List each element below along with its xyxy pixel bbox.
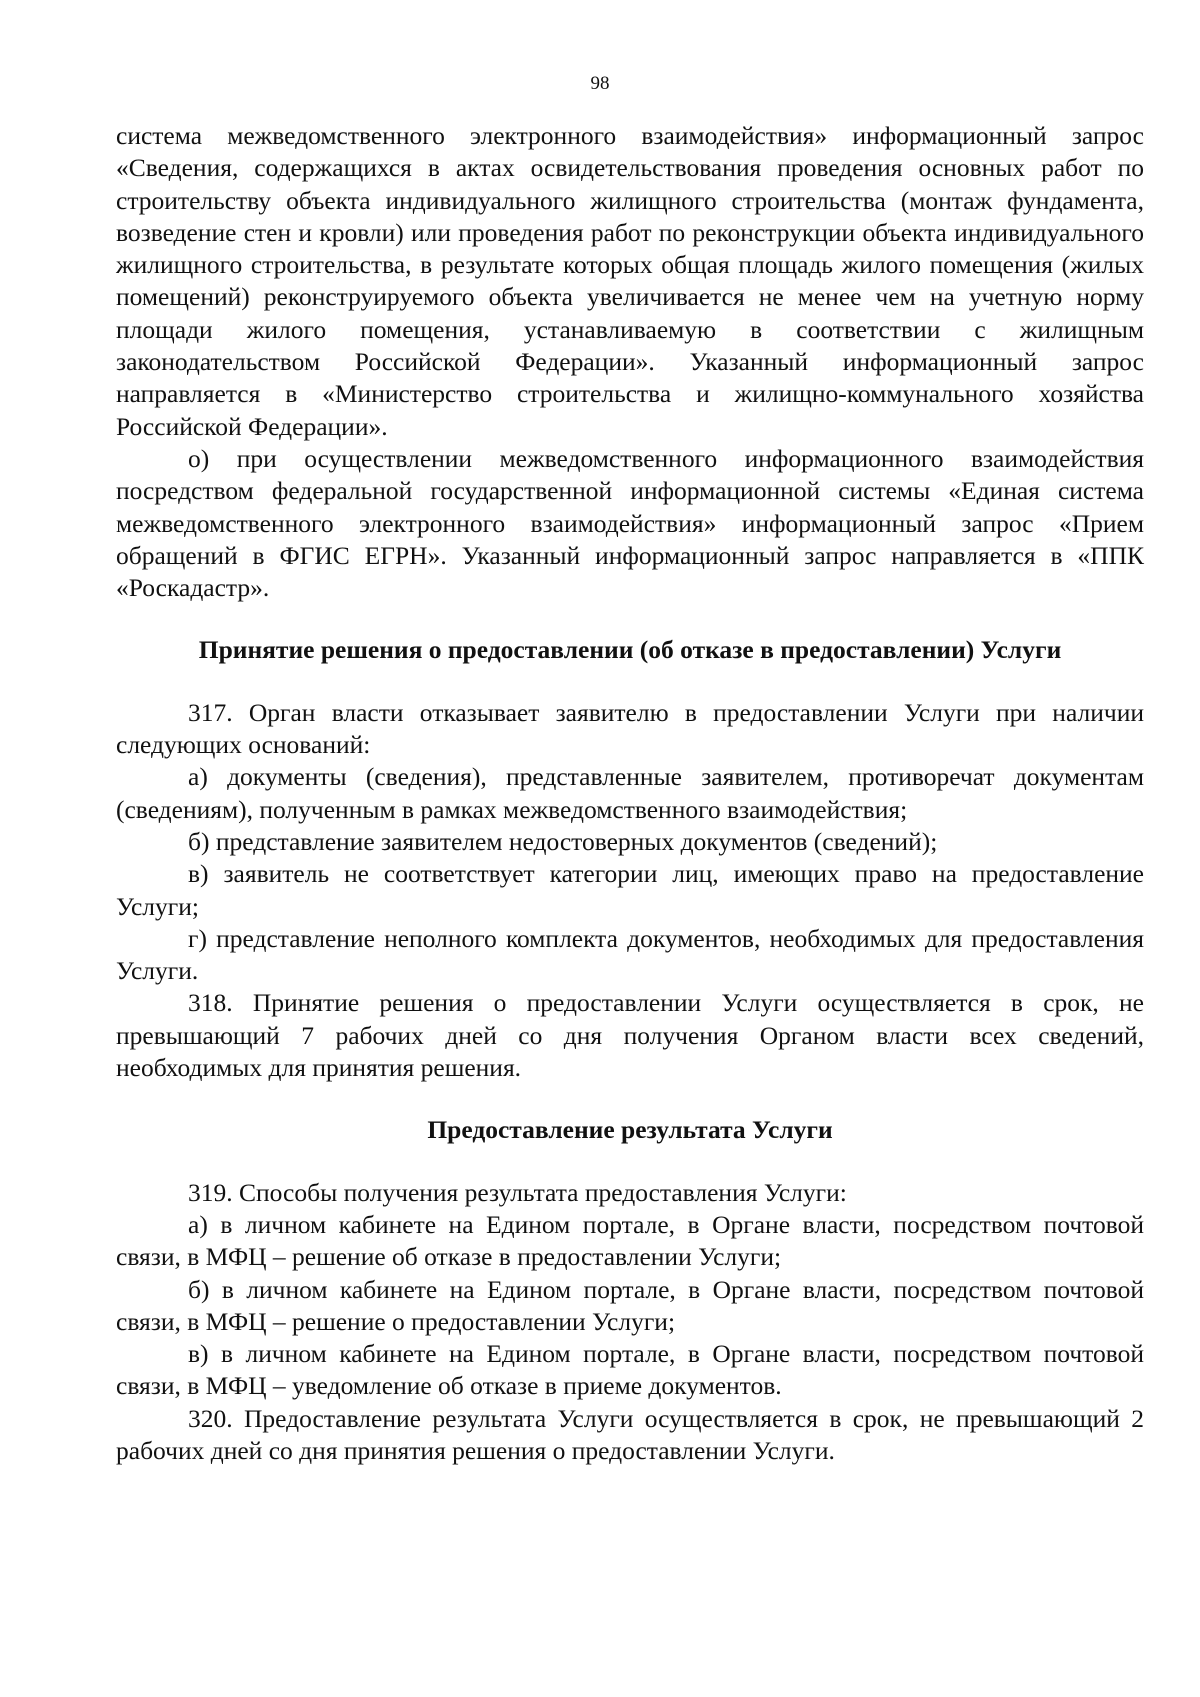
paragraph-continued: система межведомственного электронного взаимодействия» информационный запрос «Сведения, содержащихся в актах освидетельствования проведения основных работ по строительству объекта индивидуального жилищного строительства (монтаж фундамента, возведение стен и кровли) или проведения работ по реконструкции объекта индивидуального жилищного строительства, в результате которых общая площадь жилого помещения (жилых помещений) реконструируемого объекта увеличивается не менее чем на учетную норму площади жилого помещения, устанавливаемую в соответствии с жилищным законодательством Российской Федерации». Указанный информационный запрос направляется в «Министерство строительства и жилищно-коммунального хозяйства Российской Федерации».	[116, 121, 1144, 441]
paragraph-317-v: в) заявитель не соответствует категории лиц, имеющих право на предоставление Услуги;	[116, 859, 1144, 921]
paragraph-317: 317. Орган власти отказывает заявителю в предоставлении Услуги при наличии следующих оснований:	[116, 697, 1144, 760]
paragraph-317-g: г) представление неполного комплекта документов, необходимых для предоставления Услуги.	[116, 923, 1144, 986]
paragraph-320: 320. Предоставление результата Услуги осуществляется в срок, не превышающий 2 рабочих дней со дня принятия решения о предоставлении Услуги.	[116, 1403, 1144, 1465]
paragraph-item-o: о) при осуществлении межведомственного информационного взаимодействия посредством федеральной государственной информационной системы «Единая система межведомственного электронного взаимодействия» информационный запрос «Прием обращений в ФГИС ЕГРН». Указанный информационный запрос направляется в «ППК «Роскадастр».	[116, 443, 1144, 603]
paragraph-319-b: б) в личном кабинете на Едином портале, в Органе власти, посредством почтовой связи, в МФЦ – решение о предоставлении Услуги;	[116, 1274, 1144, 1336]
page-content	[116, 120, 1144, 1467]
paragraph-317-b: б) представление заявителем недостоверных документов (сведений);	[188, 826, 938, 856]
paragraph-319-a: а) в личном кабинете на Едином портале, в Органе власти, посредством почтовой связи, в МФЦ – решение об отказе в предоставлении Услуги;	[116, 1209, 1144, 1272]
section-heading-decision: Принятие решения о предоставлении (об отказе в предоставлении) Услуги	[198, 635, 1062, 665]
paragraph-319-v: в) в личном кабинете на Едином портале, в Органе власти, посредством почтовой связи, в МФЦ – уведомление об отказе в приеме документов.	[116, 1339, 1144, 1401]
paragraph-319: 319. Способы получения результата предоставления Услуги:	[188, 1177, 847, 1207]
paragraph-317-a: а) документы (сведения), представленные заявителем, противоречат документам (сведениям), полученным в рамках межведомственного взаимодействия;	[116, 762, 1144, 824]
page-number: 98	[590, 73, 610, 94]
section-heading-result: Предоставление результата Услуги	[427, 1115, 833, 1145]
paragraph-318: 318. Принятие решения о предоставлении Услуги осуществляется в срок, не превышающий 7 рабочих дней со дня получения Органом власти всех сведений, необходимых для принятия решения.	[116, 988, 1144, 1083]
